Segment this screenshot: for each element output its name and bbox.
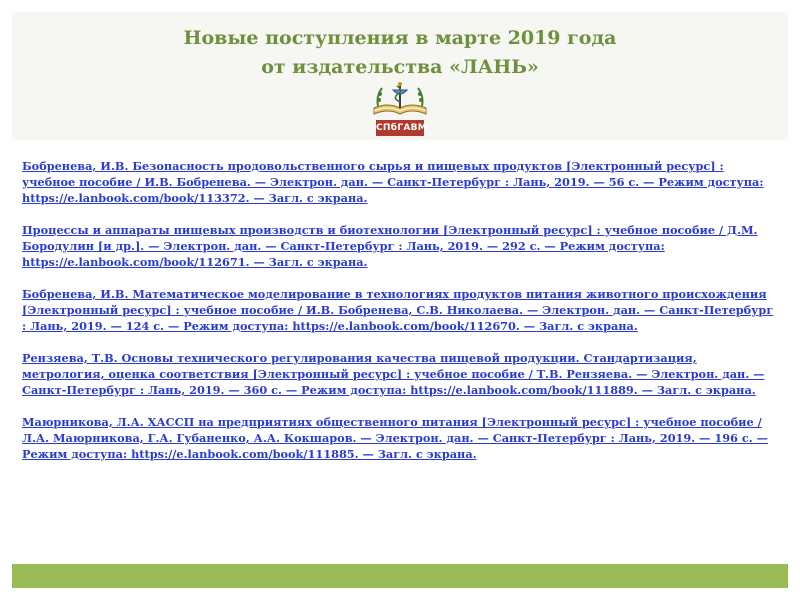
logo-label: СПбГАВМ <box>376 120 424 136</box>
slide-title <box>12 24 788 82</box>
academy-logo <box>368 80 432 142</box>
book-entry-link[interactable]: Маюрникова, Л.А. ХАССП на предприятиях общественного питания [Электронный ресурс] : учебное пособие / Л.А. Маюрникова, Г.А. Губаненко, А.А. Кокшаров. — Электрон. дан. — Санкт-Петербург : Лань, 2019. — 196 с. — Режим доступа: https://e.lanbook.com/book/111885. — Загл. с экрана. <box>22 415 768 461</box>
book-entry-link[interactable]: Бобренева, И.В. Безопасность продовольственного сырья и пищевых продуктов [Электронный ресурс] : учебное пособие / И.В. Бобренева. — Электрон. дан. — Санкт-Петербург : Лань, 2019. — 56 с. — Режим доступа: https://e.lanbook.com/book/113372. — Загл. с экрана. <box>22 159 764 205</box>
book-entry-link[interactable]: Бобренева, И.В. Математическое моделирование в технологиях продуктов питания животного происхождения [Электронный ресурс] : учебное пособие / И.В. Бобренева, С.В. Николаева. — Электрон. дан. — Санкт-Петербург : Лань, 2019. — 124 с. — Режим доступа: https://e.lanbook.com/book/112670. — Загл. с экрана. <box>22 287 774 333</box>
new-arrivals-list <box>22 158 778 478</box>
book-entry-link[interactable]: Рензяева, Т.В. Основы технического регулирования качества пищевой продукции. Стандартизация, метрология, оценка соответствия [Электронный ресурс] : учебное пособие / Т.В. Рензяева. — Электрон. дан. — Санкт-Петербург : Лань, 2019. — 360 с. — Режим доступа: https://e.lanbook.com/book/111889. — Загл. с экрана. <box>22 351 765 397</box>
slide-title-line1: Новые поступления в марте 2019 года <box>183 27 617 49</box>
book-entry-link[interactable]: Процессы и аппараты пищевых производств и биотехнологии [Электронный ресурс] : учебное пособие / Д.М. Бородулин [и др.]. — Электрон. дан. — Санкт-Петербург : Лань, 2019. — 292 с. — Режим доступа: https://e.lanbook.com/book/112671. — Загл. с экрана. <box>22 223 758 269</box>
slide-title-line2: от издательства «ЛАНЬ» <box>261 56 539 78</box>
book-caduceus-icon <box>368 80 432 122</box>
